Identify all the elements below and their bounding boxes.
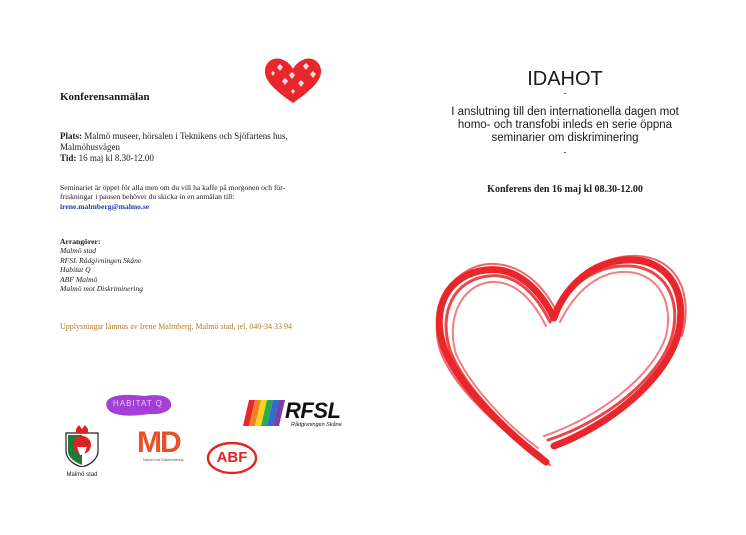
- page-heading: Konferensanmälan: [60, 91, 150, 103]
- title-dash-top: -: [563, 88, 567, 98]
- organizer-item: Malmö mot Diskriminering: [60, 284, 144, 294]
- abf-logo: [206, 441, 258, 475]
- open-line-2: friskningar i pausen behöver du skicka in en anmälan till:: [60, 192, 235, 202]
- habitat-q-logo: [105, 393, 173, 417]
- email-link[interactable]: irene.malmberg@malmo.se: [60, 201, 150, 211]
- abf-text: ABF: [216, 449, 248, 466]
- info-line: Upplysningar lämnas av Irene Malmberg, Malmö stad, tel. 040-34 33 94: [60, 322, 293, 331]
- organizer-item: ABF Malmö: [60, 274, 98, 284]
- title-dash-bottom: -: [563, 147, 567, 157]
- malmo-crest-icon: [62, 425, 102, 467]
- registration-block: [60, 183, 380, 211]
- md-logo: [137, 428, 197, 466]
- organizer-item: RFSL Rådgivningen Skåne: [60, 255, 142, 265]
- time-text: 16 maj kl 8.30-12.00: [78, 153, 154, 163]
- rfsl-text: RFSL: [285, 398, 341, 423]
- small-heart-icon: [262, 55, 324, 105]
- location-label: Plats:: [60, 131, 82, 141]
- large-heart-icon: [430, 250, 690, 470]
- time-label: Tid:: [60, 153, 77, 163]
- rainbow-flag-icon: [243, 400, 287, 426]
- habitat-q-text: HABITAT Q: [113, 399, 163, 408]
- organizers-label: Arrangörer:: [60, 237, 101, 246]
- location-block: [60, 131, 360, 164]
- rfsl-logo: [243, 400, 358, 430]
- page-title: IDAHOT: [527, 68, 603, 90]
- md-text: MD: [137, 426, 180, 459]
- organizers-block: [60, 237, 360, 293]
- conference-line: Konferens den 16 maj kl 08.30-12.00: [487, 184, 643, 195]
- subtitle-line: seminarier om diskriminering: [491, 132, 639, 144]
- location-text: Malmö museer, hörsalen i Teknikens och Sjöfartens hus,: [84, 131, 288, 141]
- organizer-item: Habitat Q: [60, 265, 91, 275]
- open-line-1: Seminariet är öppet för alla men om du vill ha kaffe på morgonen och för-: [60, 183, 286, 192]
- organizer-item: Malmö stad: [60, 246, 97, 256]
- malmo-stad-text: Malmö stad: [66, 472, 98, 478]
- malmo-stad-logo: [60, 425, 104, 483]
- subtitle-line: I anslutning till den internationella dagen mot: [451, 106, 679, 118]
- subtitle-line: homo- och transfobi inleds en serie öppna: [457, 119, 673, 131]
- md-subtext: Malmö mot Diskriminering: [143, 458, 184, 462]
- location-text-2: Malmöhusvägen: [60, 142, 120, 152]
- rfsl-subtext: Rådgivningen Skåne: [291, 422, 342, 428]
